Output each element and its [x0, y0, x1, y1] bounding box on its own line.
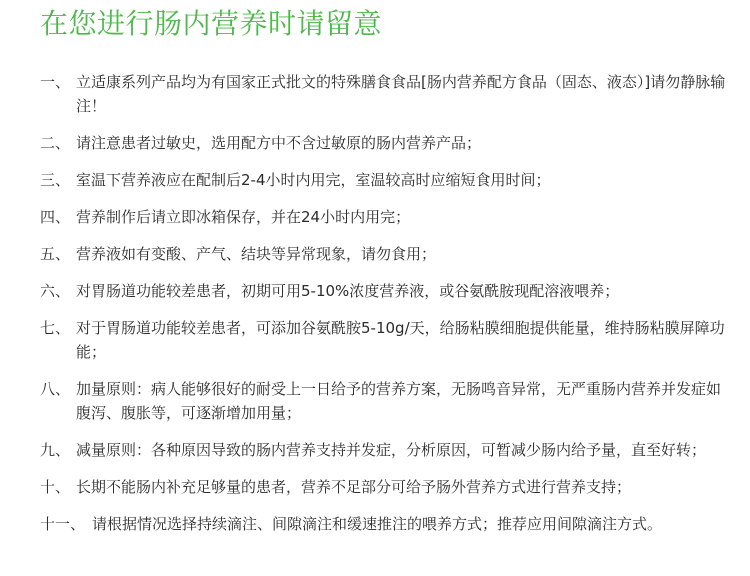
item-number: 四、: [40, 208, 71, 226]
notice-list: [40, 70, 730, 536]
item-number: 十、: [40, 478, 71, 496]
item-number: 五、: [40, 245, 71, 263]
list-item: [40, 512, 730, 536]
item-number: 七、: [40, 319, 71, 337]
page-title: 在您进行肠内营养时请留意: [40, 7, 383, 40]
item-number: 三、: [40, 171, 71, 189]
list-item: [40, 316, 730, 364]
list-item: [40, 205, 730, 229]
list-item: [40, 242, 730, 266]
item-text: 请根据情况选择持续滴注、间隙滴注和缓速推注的喂养方式；推荐应用间隙滴注方式。: [92, 515, 663, 533]
item-text: 对胃肠道功能较差患者，初期可用5-10%浓度营养液，或谷氨酰胺现配溶液喂养；: [76, 282, 620, 300]
item-number: 九、: [40, 441, 71, 459]
item-number: 八、: [40, 380, 71, 398]
list-item: [40, 70, 730, 118]
item-text: 营养液如有变酸、产气、结块等异常现象，请勿食用；: [76, 245, 437, 263]
item-text: 营养制作后请立即冰箱保存，并在24小时内用完；: [76, 208, 411, 226]
item-number: 十一、: [40, 515, 86, 533]
list-item: [40, 168, 730, 192]
item-number: 一、: [40, 73, 71, 91]
item-text: 加量原则：病人能够很好的耐受上一日给予的营养方案，无肠鸣音异常，无严重肠内营养并发症如腹泻、腹胀等，可逐渐增加用量；: [76, 380, 722, 422]
list-item: [40, 438, 730, 462]
list-item: [40, 279, 730, 303]
item-text: 室温下营养液应在配制后2-4小时内用完，室温较高时应缩短食用时间；: [76, 171, 551, 189]
list-item: [40, 475, 730, 499]
item-text: 立适康系列产品均为有国家正式批文的特殊膳食食品[肠内营养配方食品（固态、液态）]请勿静脉输注！: [76, 73, 726, 115]
item-text: 长期不能肠内补充足够量的患者，营养不足部分可给予肠外营养方式进行营养支持；: [76, 478, 632, 496]
list-item: [40, 377, 730, 425]
item-number: 二、: [40, 134, 71, 152]
item-text: 对于胃肠道功能较差患者，可添加谷氨酰胺5-10g/天，给肠粘膜细胞提供能量，维持肠粘膜屏障功能；: [76, 319, 725, 361]
item-text: 减量原则：各种原因导致的肠内营养支持并发症，分析原因，可暂减少肠内给予量，直至好转；: [76, 441, 707, 459]
list-item: [40, 131, 730, 155]
item-number: 六、: [40, 282, 71, 300]
item-text: 请注意患者过敏史，选用配方中不含过敏原的肠内营养产品；: [76, 134, 482, 152]
